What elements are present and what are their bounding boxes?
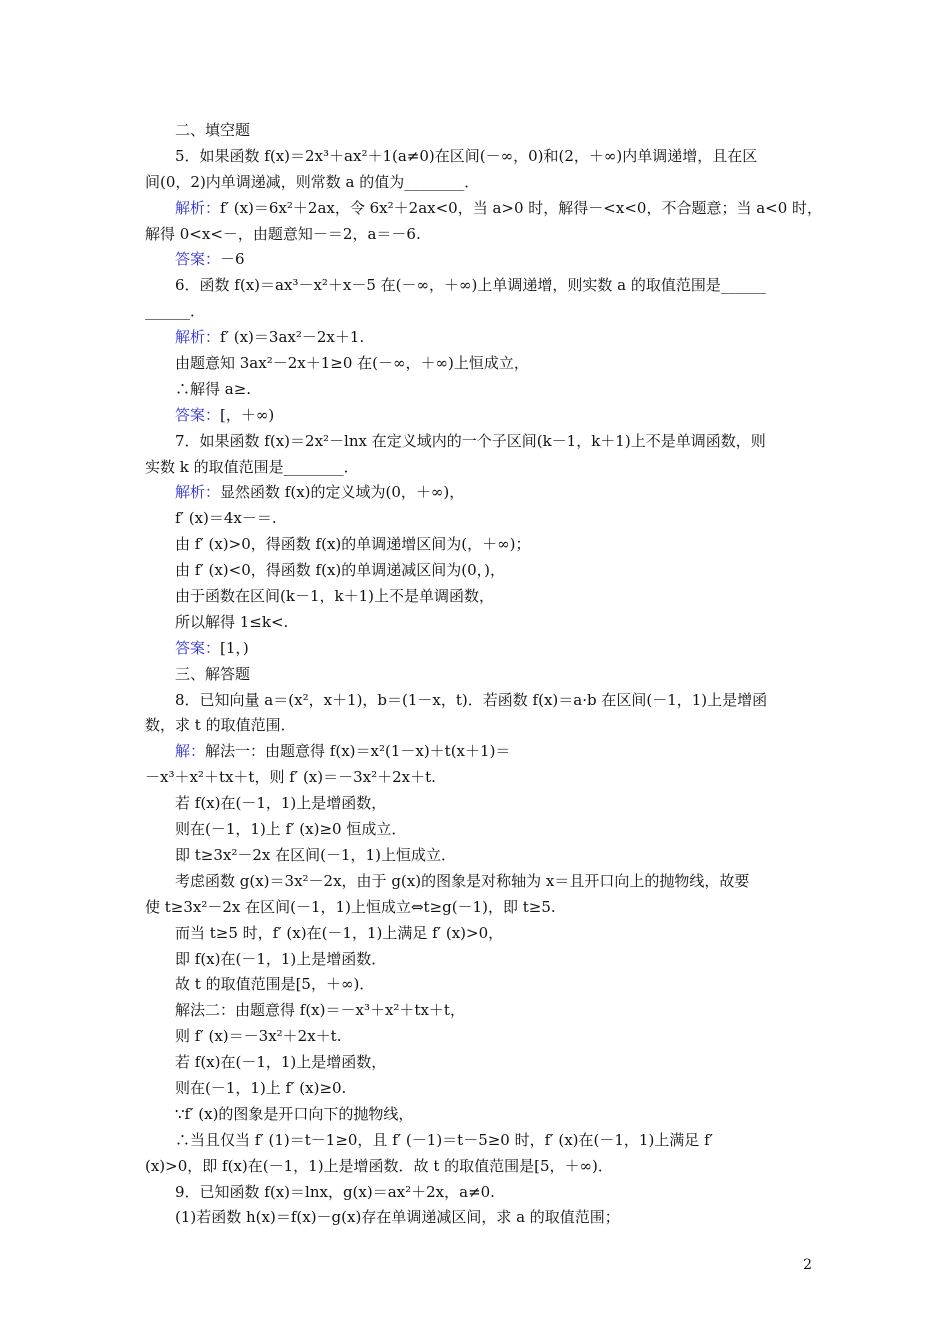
- text-line: [145, 403, 813, 429]
- line-text: 解法一：由题意得 f(x)＝x²(1－x)＋t(x＋1)＝: [205, 742, 511, 761]
- line-text: 5．如果函数 f(x)＝2x³＋ax²＋1(a≠0)在区间(－∞，0)和(2，＋∞)内单调递增，且在区: [175, 146, 758, 165]
- line-text: 二、填空题: [175, 121, 251, 139]
- text-line: [145, 532, 813, 558]
- solution-label: 解析：: [175, 198, 221, 217]
- solution-label: 解：: [175, 742, 206, 761]
- line-text: 由题意知 3ax²－2x＋1≥0 在(－∞，＋∞)上恒成立，: [175, 354, 529, 373]
- text-line: [145, 1076, 813, 1102]
- text-line: [145, 610, 813, 636]
- text-line: [145, 791, 813, 817]
- text-line: [145, 688, 813, 714]
- text-line: [145, 1128, 813, 1154]
- line-text: 三、解答题: [175, 664, 251, 683]
- text-line: [145, 118, 813, 144]
- line-text: (1)若函数 h(x)＝f(x)－g(x)存在单调递减区间，求 a 的取值范围；: [175, 1208, 620, 1227]
- line-text: 由于函数在区间(k－1，k＋1)上不是单调函数，: [175, 587, 494, 606]
- line-text: 若 f(x)在(－1，1)上是增函数，: [175, 1053, 387, 1072]
- line-text: 所以解得 1≤k<.: [175, 612, 289, 631]
- line-text: ______．: [145, 302, 206, 321]
- text-line: [145, 1050, 813, 1076]
- line-text: [，＋∞): [220, 405, 275, 424]
- text-line: [145, 325, 813, 351]
- text-line: [145, 506, 813, 532]
- line-text: 则在(－1，1)上 f′ (x)≥0 恒成立．: [175, 820, 407, 839]
- text-line: [145, 972, 813, 998]
- line-text: 8．已知向量 a＝(x²，x＋1)，b＝(1－x，t)．若函数 f(x)＝a·b 在区间(－1，1)上是增函: [175, 690, 768, 709]
- line-text: f′ (x)＝6x²＋2ax，令 6x²＋2ax<0，当 a>0 时，解得－<x<0，不合题意；当 a<0 时，: [220, 198, 823, 217]
- line-text: 使 t≥3x²－2x 在区间(－1，1)上恒成立⇔t≥g(－1)，即 t≥5.: [145, 897, 556, 916]
- text-line: [145, 1154, 813, 1180]
- text-line: [145, 455, 813, 481]
- text-line: [145, 196, 823, 222]
- line-text: 间(0，2)内单调递减，则常数 a 的值为________．: [145, 172, 480, 191]
- line-text: 故 t 的取值范围是[5，＋∞)．: [175, 975, 375, 994]
- text-line: [145, 1024, 813, 1050]
- line-text: 由 f′ (x)>0，得函数 f(x)的单调递增区间为(，＋∞)；: [175, 535, 531, 554]
- line-text: ∴解得 a≥.: [175, 379, 252, 398]
- text-line: [145, 1180, 813, 1206]
- line-text: f′ (x)＝3ax²－2x＋1.: [220, 328, 365, 347]
- line-text: 即 f(x)在(－1，1)上是增函数．: [175, 949, 387, 968]
- text-line: [145, 299, 813, 325]
- text-line: [145, 222, 813, 248]
- text-line: [145, 998, 813, 1024]
- text-line: [145, 558, 813, 584]
- text-line: [145, 351, 813, 377]
- line-text: f′ (x)＝4x－＝.: [175, 509, 277, 528]
- solution-label: 解析：: [175, 483, 221, 502]
- text-line: [145, 584, 813, 610]
- text-line: [145, 662, 813, 688]
- text-line: [145, 377, 813, 403]
- line-text: 6．函数 f(x)＝ax³－x²＋x－5 在(－∞，＋∞)上单调递增，则实数 a 的取值范围是______: [175, 276, 766, 295]
- line-text: 则在(－1，1)上 f′ (x)≥0.: [175, 1078, 347, 1097]
- line-text: －6: [220, 250, 245, 269]
- text-line: [145, 636, 813, 662]
- line-text: 显然函数 f(x)的定义域为(0，＋∞)，: [220, 483, 465, 502]
- line-text: 由 f′ (x)<0，得函数 f(x)的单调递减区间为(0，)，: [175, 561, 506, 580]
- text-line: [145, 869, 813, 895]
- text-line: [145, 895, 813, 921]
- line-text: 解法二：由题意得 f(x)＝－x³＋x²＋tx＋t，: [175, 1001, 465, 1020]
- line-text: ∵f′ (x)的图象是开口向下的抛物线，: [175, 1104, 414, 1123]
- text-line: [145, 713, 813, 739]
- text-line: [145, 739, 813, 765]
- line-text: 而当 t≥5 时，f′ (x)在(－1，1)上满足 f′ (x)>0，: [175, 923, 504, 942]
- page-content: [145, 118, 823, 1231]
- line-text: (x)>0，即 f(x)在(－1，1)上是增函数．故 t 的取值范围是[5，＋∞)．: [145, 1156, 613, 1175]
- line-text: 考虑函数 g(x)＝3x²－2x，由于 g(x)的图象是对称轴为 x＝且开口向上的抛物线，故要: [175, 871, 750, 890]
- page-number: 2: [803, 1257, 812, 1273]
- text-line: [145, 480, 813, 506]
- line-text: 9．已知函数 f(x)＝lnx，g(x)＝ax²＋2x，a≠0.: [175, 1182, 495, 1201]
- solution-label: 答案：: [175, 250, 221, 269]
- text-line: [145, 273, 813, 299]
- line-text: 则 f′ (x)＝－3x²＋2x＋t.: [175, 1027, 342, 1046]
- line-text: [1，): [220, 638, 249, 657]
- line-text: 即 t≥3x²－2x 在区间(－1，1)上恒成立．: [175, 845, 456, 864]
- line-text: 数，求 t 的取值范围．: [145, 716, 296, 735]
- line-text: 实数 k 的取值范围是________．: [145, 457, 359, 476]
- text-line: [145, 1205, 813, 1231]
- text-line: [145, 921, 813, 947]
- text-line: [145, 817, 813, 843]
- line-text: 解得 0<x<－，由题意知－＝2，a＝－6.: [145, 224, 421, 243]
- text-line: [145, 947, 813, 973]
- solution-label: 解析：: [175, 328, 221, 347]
- text-line: [145, 843, 813, 869]
- text-line: [145, 1102, 813, 1128]
- line-text: 若 f(x)在(－1，1)上是增函数，: [175, 794, 387, 813]
- line-text: 7．如果函数 f(x)＝2x²－lnx 在定义域内的一个子区间(k－1，k＋1)上不是单调函数，则: [175, 431, 766, 450]
- line-text: ∴当且仅当 f′ (1)＝t－1≥0，且 f′ (－1)＝t－5≥0 时，f′ (x)在(－1，1)上满足 f′: [175, 1130, 714, 1149]
- solution-label: 答案：: [175, 638, 221, 657]
- solution-label: 答案：: [175, 405, 221, 424]
- text-line: [145, 765, 813, 791]
- line-text: －x³＋x²＋tx＋t，则 f′ (x)＝－3x²＋2x＋t.: [145, 768, 436, 787]
- text-line: [145, 429, 813, 455]
- text-line: [145, 247, 813, 273]
- text-line: [145, 170, 813, 196]
- text-line: [145, 144, 813, 170]
